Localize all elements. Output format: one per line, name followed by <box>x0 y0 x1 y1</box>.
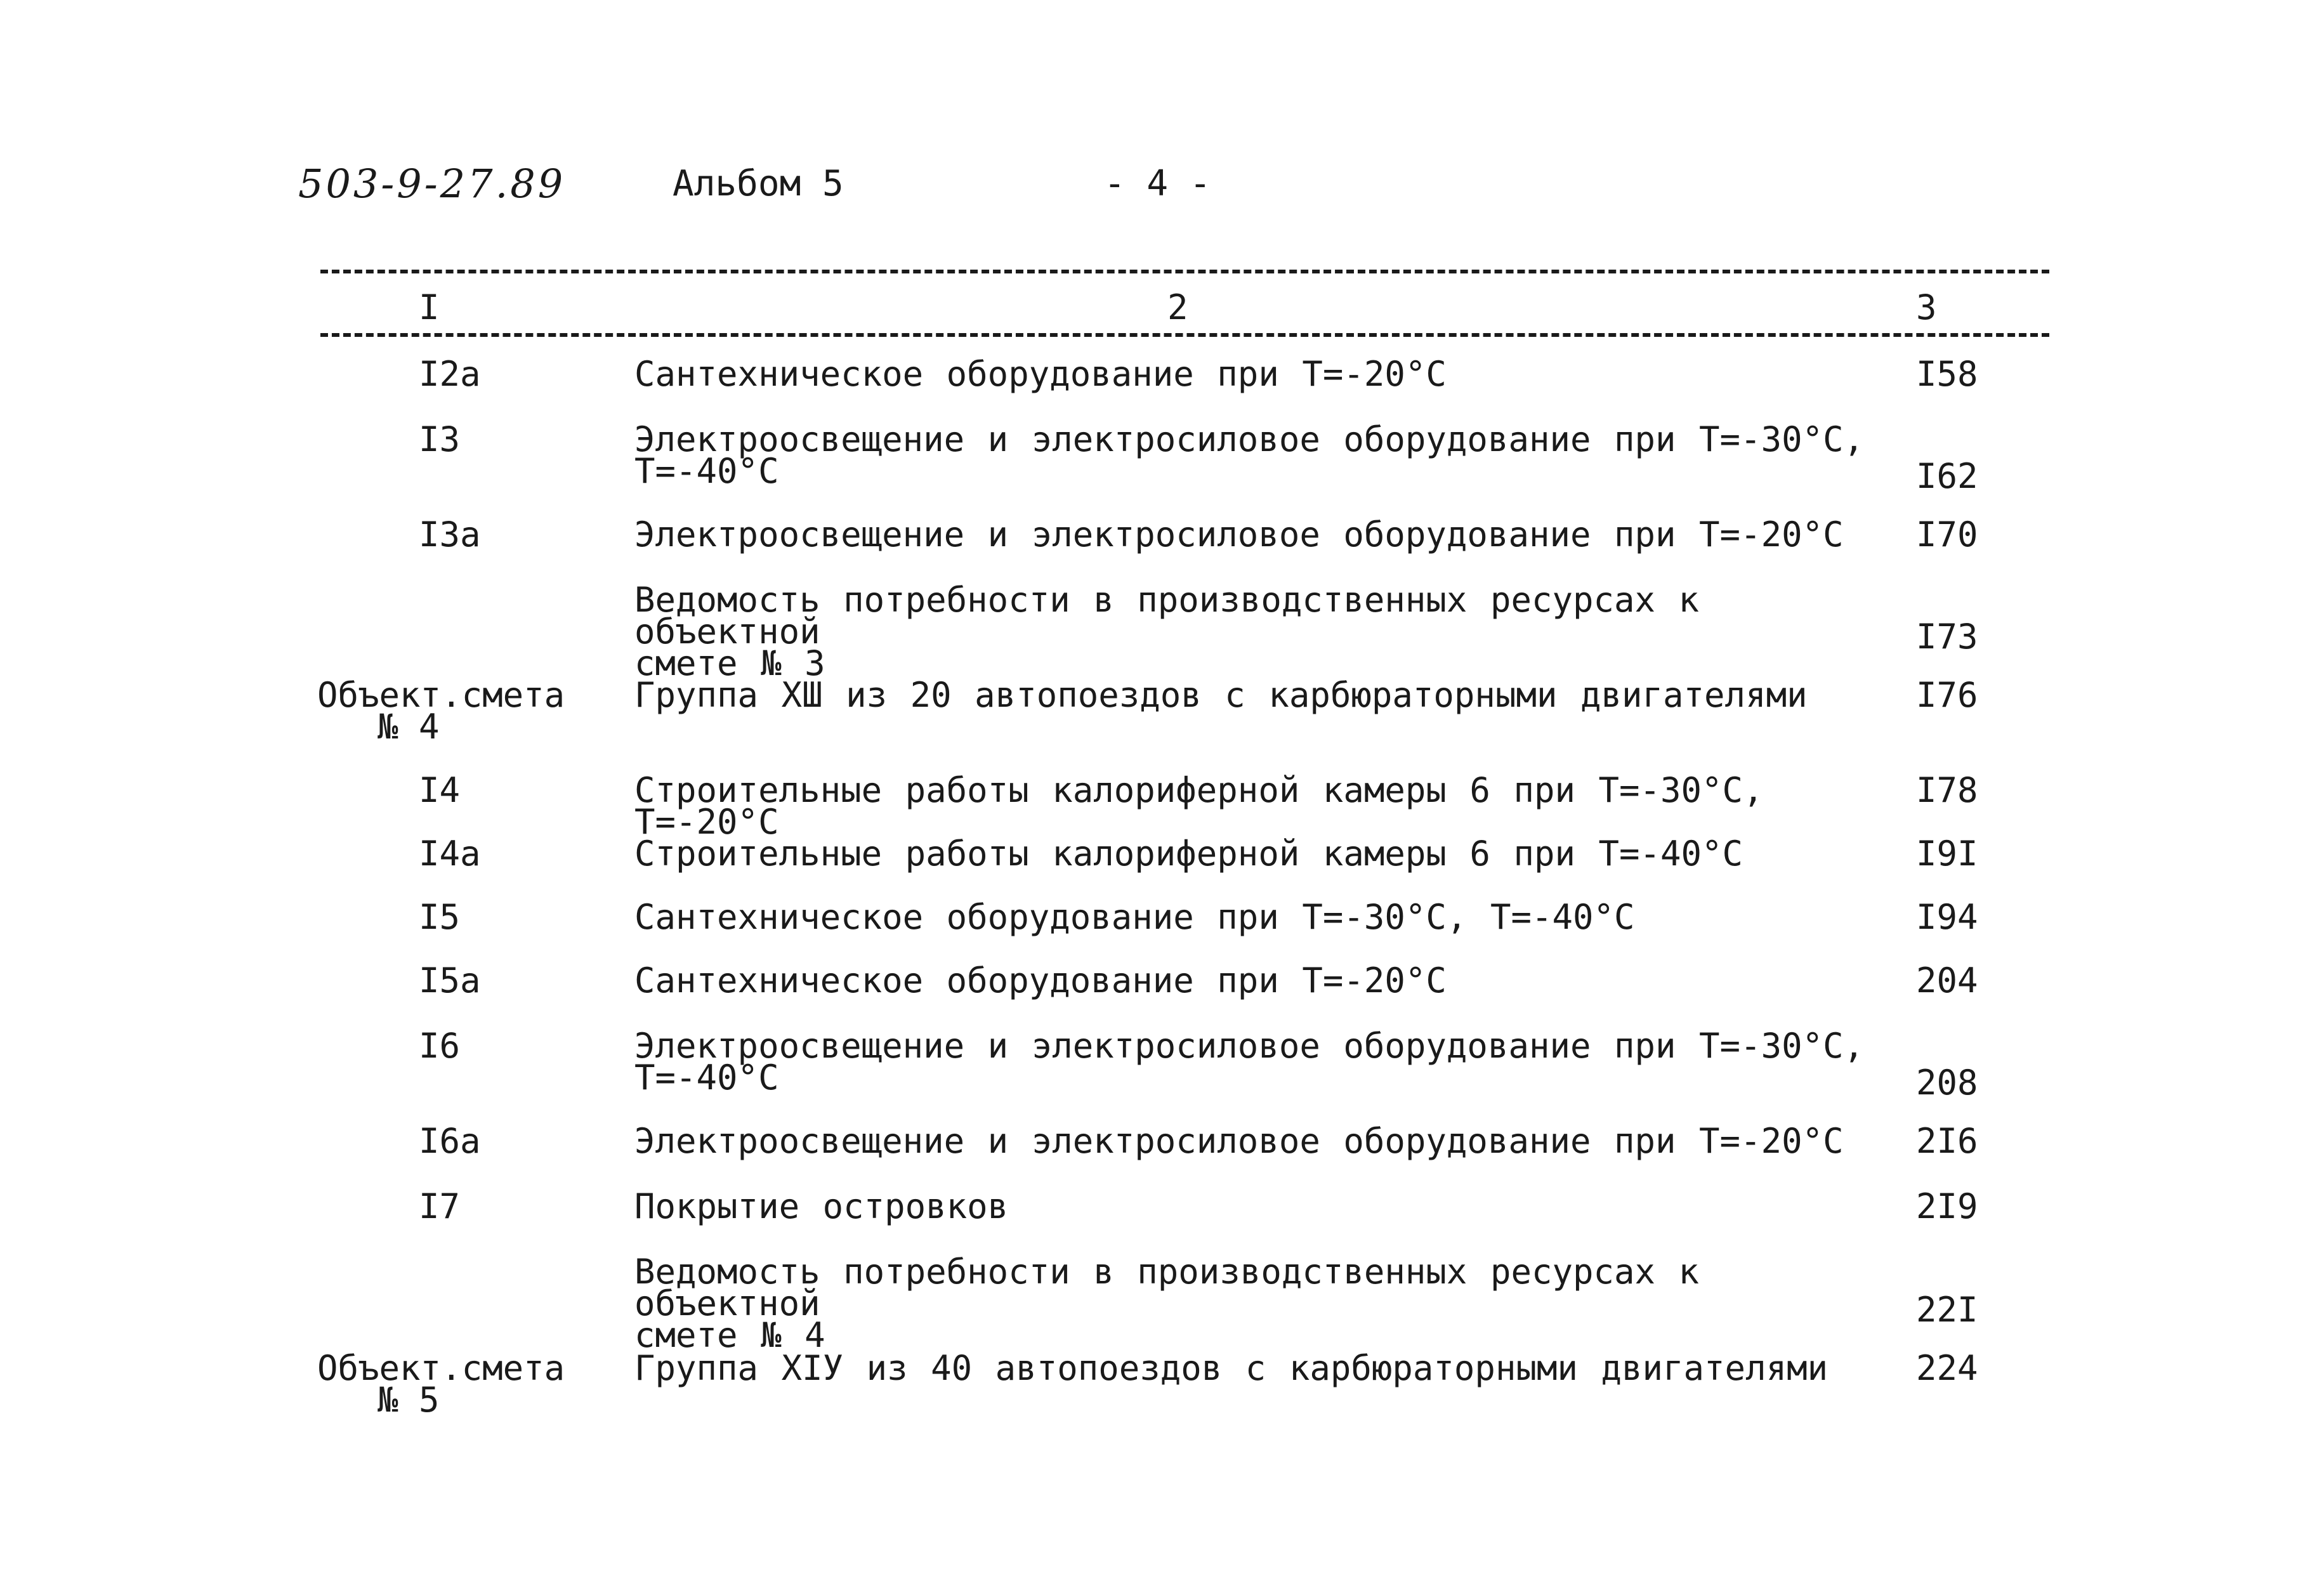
table-row <box>0 1250 2324 1355</box>
row-description: Группа ХШ из 20 автопоездов с карбюраторными двигателями <box>634 675 1808 715</box>
table-row <box>0 352 2324 417</box>
table-row <box>0 578 2324 683</box>
table-top-rule <box>320 270 2049 273</box>
table-row <box>0 959 2324 1024</box>
row-code: I2a <box>419 354 481 394</box>
table-row <box>0 768 2324 842</box>
row-page: 22I <box>1916 1290 1978 1330</box>
table-row <box>0 673 2324 768</box>
row-page: I76 <box>1916 675 1978 715</box>
row-description: Сантехническое оборудование при Т=-20°С <box>634 961 1447 1000</box>
row-description: Электроосвещение и электросиловое оборудование при Т=-30°С, Т=-40°С <box>634 419 1865 491</box>
row-description: Сантехническое оборудование при Т=-30°С, Т=-40°С <box>634 897 1635 937</box>
row-code: I5a <box>419 961 481 1000</box>
row-page: I9I <box>1916 834 1978 874</box>
row-description: Ведомость потребности в производственных ресурсах к объектной смете № 3 <box>634 580 1700 683</box>
object-estimate-label: Объект.смета <box>317 1348 565 1388</box>
row-page: I78 <box>1916 770 1978 810</box>
row-code <box>0 1250 634 1256</box>
row-description: Ведомость потребности в производственных ресурсах к объектной смете № 4 <box>634 1252 1700 1355</box>
row-code: I4 <box>419 770 461 810</box>
row-page: 2I6 <box>1916 1121 1978 1161</box>
row-page: I70 <box>1916 515 1978 554</box>
row-description: Электроосвещение и электросиловое оборудование при Т=-20°С <box>634 1121 1844 1161</box>
row-code: I6 <box>419 1026 461 1066</box>
row-code: I5 <box>419 897 461 937</box>
row-description: Электроосвещение и электросиловое оборудование при Т=-20°С <box>634 515 1844 554</box>
row-code <box>0 673 634 747</box>
table-row <box>0 1119 2324 1184</box>
row-page: I62 <box>1916 456 1978 496</box>
row-code: I6a <box>419 1121 481 1161</box>
table-header-rule <box>320 333 2049 337</box>
table-row <box>0 895 2324 959</box>
row-page: 2I9 <box>1916 1186 1978 1226</box>
row-page: 204 <box>1916 961 1978 1000</box>
object-estimate-number: № 4 <box>377 707 440 747</box>
table-row <box>0 1346 2324 1435</box>
album-label: Альбом 5 <box>673 163 844 204</box>
contents-table <box>0 352 2324 1435</box>
row-description: Электроосвещение и электросиловое оборудование при Т=-30°С, Т=-40°С <box>634 1026 1865 1098</box>
page-number: - 4 - <box>1104 163 1211 204</box>
column-number-1: I <box>419 287 440 327</box>
document-code: 503-9-27.89 <box>298 161 566 207</box>
row-code: I3 <box>419 419 461 459</box>
table-row <box>0 832 2324 895</box>
row-description: Группа ХIУ из 40 автопоездов с карбюраторными двигателями <box>634 1348 1828 1388</box>
column-number-2: 2 <box>1167 287 1188 327</box>
object-estimate-number: № 5 <box>377 1380 440 1420</box>
row-description: Строительные работы калориферной камеры 6 при Т=-40°С <box>634 834 1743 874</box>
object-estimate-label: Объект.смета <box>317 675 565 715</box>
row-page: I94 <box>1916 897 1978 937</box>
column-number-3: 3 <box>1916 287 1937 327</box>
row-page: I73 <box>1916 617 1978 657</box>
row-code <box>0 578 634 584</box>
table-row <box>0 1184 2324 1250</box>
row-page: 224 <box>1916 1348 1978 1388</box>
table-row <box>0 1024 2324 1119</box>
row-code <box>0 1346 634 1420</box>
row-code: I7 <box>419 1186 461 1226</box>
row-code: I4a <box>419 834 481 874</box>
row-page: I58 <box>1916 354 1978 394</box>
table-row <box>0 417 2324 513</box>
table-row <box>0 513 2324 578</box>
row-description: Сантехническое оборудование при Т=-20°С <box>634 354 1447 394</box>
row-description: Строительные работы калориферной камеры 6 при Т=-30°С, Т=-20°С <box>634 770 1787 842</box>
row-page: 208 <box>1916 1063 1978 1103</box>
row-code: I3a <box>419 515 481 554</box>
row-description: Покрытие островков <box>634 1186 1009 1226</box>
